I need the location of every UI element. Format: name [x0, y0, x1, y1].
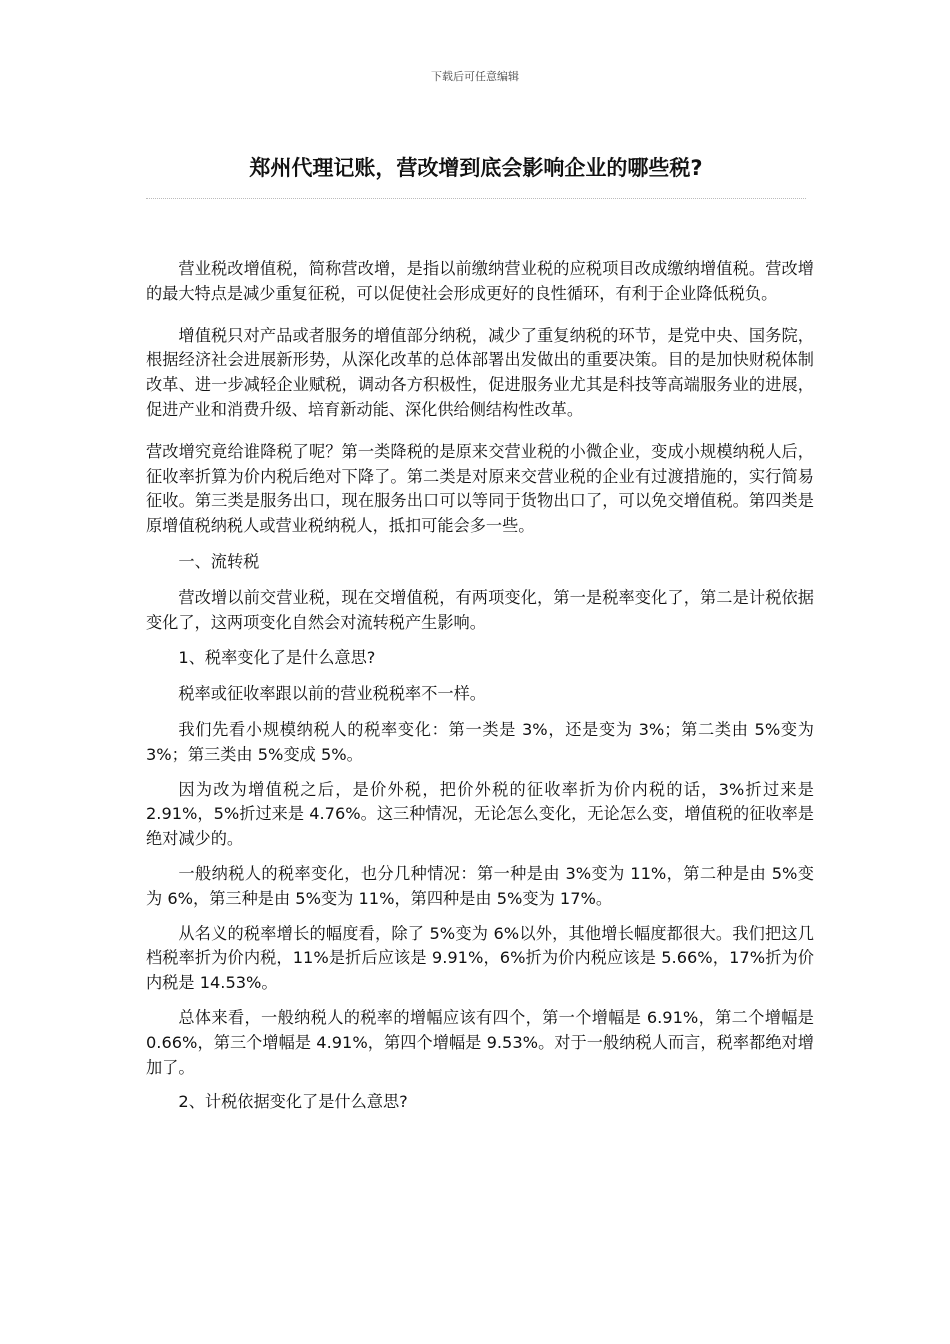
- paragraph-1: 营业税改增值税，简称营改增，是指以前缴纳营业税的应税项目改成缴纳增值税。营改增的最大特点是减少重复征税，可以促使社会形成更好的良性循环，有利于企业降低税负。: [146, 259, 814, 303]
- paragraph-9: 从名义的税率增长的幅度看，除了 5%变为 6%以外，其他增长幅度都很大。我们把这几档税率折为价内税，11%是折后应该是 9.91%，6%折为价内税应该是 5.66%，17%折为价内税是 14.53%。: [146, 923, 814, 993]
- paragraph-5: 税率或征收率跟以前的营业税税率不一样。: [178, 684, 486, 704]
- header-note: 下载后可任意编辑: [431, 70, 519, 83]
- paragraph-6: 我们先看小规模纳税人的税率变化：第一类是 3%，还是变为 3%；第二类由 5%变为 3%；第三类由 5%变成 5%。: [146, 719, 814, 764]
- paragraph-10: 总体来看，一般纳税人的税率的增幅应该有四个，第一个增幅是 6.91%，第二个增幅是 0.66%，第三个增幅是 4.91%，第四个增幅是 9.53%。对于一般纳税人而言，税率都绝对增加了。: [146, 1007, 814, 1077]
- paragraph-3: 营改增究竟给谁降税了呢？第一类降税的是原来交营业税的小微企业，变成小规模纳税人后，征收率折算为价内税后绝对下降了。第二类是对原来交营业税的企业有过渡措施的，实行简易征收。第三类是服务出口，现在服务出口可以等同于货物出口了，可以免交增值税。第四类是原增值税纳税人或营业税纳税人，抵扣可能会多一些。: [146, 441, 814, 536]
- paragraph-7: 因为改为增值税之后，是价外税，把价外税的征收率折为价内税的话，3%折过来是 2.91%，5%折过来是 4.76%。这三种情况，无论怎么变化，无论怎么变，增值税的征收率是绝对减少的。: [146, 779, 814, 849]
- paragraph-8: 一般纳税人的税率变化，也分几种情况：第一种是由 3%变为 11%，第二种是由 5%变为 6%，第三种是由 5%变为 11%，第四种是由 5%变为 17%。: [146, 863, 814, 908]
- paragraph-4: 营改增以前交营业税，现在交增值税，有两项变化，第一是税率变化了，第二是计税依据变化了，这两项变化自然会对流转税产生影响。: [146, 587, 814, 632]
- subheading-tax-rate: 1、税率变化了是什么意思?: [178, 648, 376, 668]
- section-heading-liuzhuanshui: 一、流转税: [178, 551, 260, 571]
- document-body: [146, 257, 814, 1115]
- title-divider: [146, 198, 806, 199]
- paragraph-2: 增值税只对产品或者服务的增值部分纳税，减少了重复纳税的环节，是党中央、国务院，根据经济社会进展新形势，从深化改革的总体部署出发做出的重要决策。目的是加快财税体制改革、进一步减轻企业赋税，调动各方积极性，促进服务业尤其是科技等高端服务业的进展，促进产业和消费升级、培育新动能、深化供给侧结构性改革。: [146, 325, 814, 419]
- subheading-tax-basis: 2、计税依据变化了是什么意思?: [178, 1092, 408, 1112]
- document-title: 郑州代理记账，营改增到底会影响企业的哪些税?: [249, 156, 703, 180]
